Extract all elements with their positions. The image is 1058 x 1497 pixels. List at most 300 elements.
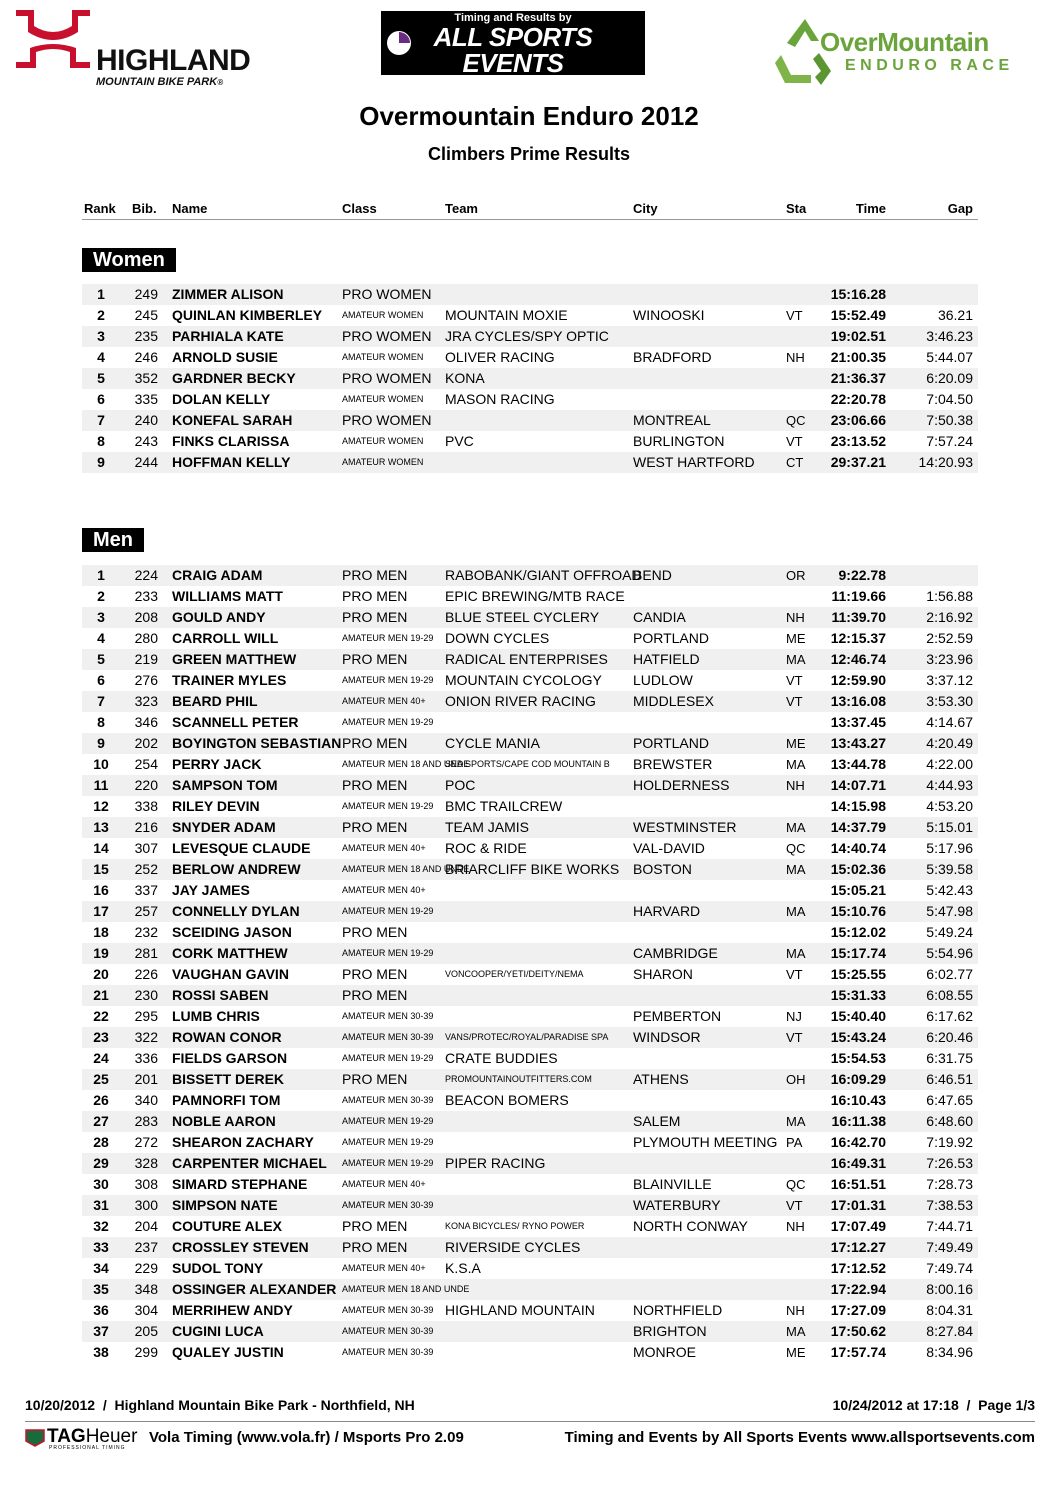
table-row xyxy=(82,880,978,901)
table-row xyxy=(82,1195,978,1216)
cell-rank: 12 xyxy=(93,798,109,814)
cell-gap: 5:39.58 xyxy=(926,861,973,877)
page-title: Overmountain Enduro 2012 xyxy=(359,101,699,131)
cell-state: NH xyxy=(786,1219,805,1234)
cell-state: CT xyxy=(786,455,804,470)
cell-bib: 246 xyxy=(134,349,158,365)
cell-name: JAY JAMES xyxy=(172,882,250,898)
mid-logo-line4: www.allsportsevents.com xyxy=(445,87,581,99)
col-city: City xyxy=(633,201,658,216)
cell-city: PORTLAND xyxy=(633,630,709,646)
table-row xyxy=(82,901,978,922)
cell-gap: 36.21 xyxy=(937,307,973,323)
table-row xyxy=(82,1111,978,1132)
table-row xyxy=(82,452,978,473)
cell-gap: 7:04.50 xyxy=(926,391,973,407)
cell-team: BMC TRAILCREW xyxy=(445,798,563,814)
table-row xyxy=(82,586,978,607)
cell-class: AMATEUR WOMEN xyxy=(342,310,424,320)
cell-class: AMATEUR WOMEN xyxy=(342,352,424,362)
table-row xyxy=(82,1216,978,1237)
cell-city: BLAINVILLE xyxy=(633,1176,712,1192)
cell-time: 22:20.78 xyxy=(830,391,886,407)
cell-city: SHARON xyxy=(633,966,693,982)
cell-name: SCANNELL PETER xyxy=(172,714,299,730)
cell-name: CUGINI LUCA xyxy=(172,1323,264,1339)
cell-city: NORTH CONWAY xyxy=(633,1218,748,1234)
men-section-label: Men xyxy=(82,528,144,552)
cell-gap: 5:49.24 xyxy=(926,924,973,940)
cell-rank: 29 xyxy=(93,1155,109,1171)
cell-class: AMATEUR WOMEN xyxy=(342,394,424,404)
cell-name: MERRIHEW ANDY xyxy=(172,1302,293,1318)
cell-name: WILLIAMS MATT xyxy=(172,588,283,604)
cell-gap: 6:17.62 xyxy=(926,1008,973,1024)
cell-bib: 335 xyxy=(134,391,158,407)
tagheuer-shield-icon xyxy=(25,1429,45,1447)
cell-team: KONA BICYCLES/ RYNO POWER xyxy=(445,1221,585,1231)
cell-state: VT xyxy=(786,1198,803,1213)
cell-time: 13:37.45 xyxy=(830,714,886,730)
cell-rank: 8 xyxy=(97,714,105,730)
cell-bib: 244 xyxy=(134,454,158,470)
cell-name: OSSINGER ALEXANDER xyxy=(172,1281,337,1297)
cell-state: VT xyxy=(786,967,803,982)
cell-class: AMATEUR MEN 18 AND UNDE xyxy=(342,759,470,769)
cell-team: CYCLE MANIA xyxy=(445,735,540,751)
cell-gap: 5:54.96 xyxy=(926,945,973,961)
cell-class: AMATEUR MEN 18 AND UNDE xyxy=(342,1284,470,1294)
cell-time: 15:16.28 xyxy=(830,286,886,302)
footer-info xyxy=(25,1397,1035,1422)
cell-city: BRADFORD xyxy=(633,349,712,365)
cell-name: BERLOW ANDREW xyxy=(172,861,301,877)
cell-time: 17:12.52 xyxy=(830,1260,886,1276)
cell-gap: 3:23.96 xyxy=(926,651,973,667)
cell-rank: 27 xyxy=(93,1113,109,1129)
col-class: Class xyxy=(342,201,377,216)
table-row xyxy=(82,943,978,964)
cell-time: 21:36.37 xyxy=(830,370,886,386)
cell-time: 23:13.52 xyxy=(830,433,886,449)
cell-state: MA xyxy=(786,946,806,961)
table-row xyxy=(82,838,978,859)
cell-bib: 283 xyxy=(134,1113,158,1129)
highland-logo xyxy=(14,4,254,90)
cell-city: MIDDLESEX xyxy=(633,693,714,709)
cell-gap: 3:37.12 xyxy=(926,672,973,688)
cell-time: 23:06.66 xyxy=(830,412,886,428)
cell-time: 17:12.27 xyxy=(830,1239,886,1255)
cell-team: CRATE BUDDIES xyxy=(445,1050,558,1066)
cell-rank: 4 xyxy=(97,630,105,646)
cell-name: SIMARD STEPHANE xyxy=(172,1176,308,1192)
cell-time: 21:00.35 xyxy=(830,349,886,365)
cell-class: PRO MEN xyxy=(342,588,408,604)
cell-gap: 6:08.55 xyxy=(926,987,973,1003)
footer-credits xyxy=(25,1428,1035,1452)
cell-city: WINDSOR xyxy=(633,1029,701,1045)
table-row xyxy=(82,985,978,1006)
cell-time: 16:10.43 xyxy=(830,1092,886,1108)
cell-class: PRO MEN xyxy=(342,777,408,793)
highland-sub: MOUNTAIN BIKE PARK® xyxy=(96,76,224,88)
highland-mark-icon xyxy=(14,4,92,74)
cell-class: PRO MEN xyxy=(342,966,408,982)
cell-gap: 6:20.46 xyxy=(926,1029,973,1045)
cell-name: BISSETT DEREK xyxy=(172,1071,285,1087)
cell-time: 14:37.79 xyxy=(830,819,886,835)
table-row xyxy=(82,922,978,943)
cell-rank: 9 xyxy=(97,454,105,470)
cell-time: 12:46.74 xyxy=(830,651,886,667)
cell-name: FINKS CLARISSA xyxy=(172,433,290,449)
table-row xyxy=(82,817,978,838)
table-row xyxy=(82,565,978,586)
cell-bib: 224 xyxy=(134,567,158,583)
cell-name: SNYDER ADAM xyxy=(172,819,276,835)
table-row xyxy=(82,1237,978,1258)
table-row xyxy=(82,347,978,368)
cell-bib: 340 xyxy=(134,1092,158,1108)
cell-bib: 307 xyxy=(134,840,158,856)
footer-ase: Timing and Events by All Sports Events www.allsportsevents.com xyxy=(564,1429,1035,1446)
cell-name: COUTURE ALEX xyxy=(172,1218,282,1234)
cell-rank: 8 xyxy=(97,433,105,449)
cell-gap: 6:48.60 xyxy=(926,1113,973,1129)
cell-name: PARHIALA KATE xyxy=(172,328,284,344)
cell-city: WINOOSKI xyxy=(633,307,705,323)
cell-name: ROSSI SABEN xyxy=(172,987,269,1003)
cell-rank: 18 xyxy=(93,924,109,940)
cell-time: 15:54.53 xyxy=(830,1050,886,1066)
table-row xyxy=(82,859,978,880)
cell-team: RIVERSIDE CYCLES xyxy=(445,1239,581,1255)
cell-bib: 295 xyxy=(134,1008,158,1024)
cell-gap: 6:20.09 xyxy=(926,370,973,386)
cell-city: BREWSTER xyxy=(633,756,713,772)
cell-bib: 323 xyxy=(134,693,158,709)
cell-bib: 252 xyxy=(134,861,158,877)
cell-name: CORK MATTHEW xyxy=(172,945,288,961)
cell-bib: 233 xyxy=(134,588,158,604)
cell-class: AMATEUR MEN 30-39 xyxy=(342,1326,434,1336)
cell-bib: 205 xyxy=(134,1323,158,1339)
cell-rank: 35 xyxy=(93,1281,109,1297)
cell-team: MOUNTAIN CYCOLOGY xyxy=(445,672,602,688)
cell-name: DOLAN KELLY xyxy=(172,391,271,407)
cell-gap: 7:49.74 xyxy=(926,1260,973,1276)
cell-class: AMATEUR MEN 19-29 xyxy=(342,1116,434,1126)
cell-rank: 26 xyxy=(93,1092,109,1108)
table-row xyxy=(82,1069,978,1090)
cell-gap: 2:16.92 xyxy=(926,609,973,625)
mid-logo-line3: TIMING AND EVENT SERVICES xyxy=(438,76,588,87)
cell-state: ME xyxy=(786,1345,806,1360)
cell-time: 17:27.09 xyxy=(830,1302,886,1318)
cell-class: PRO WOMEN xyxy=(342,412,432,428)
cell-name: VAUGHAN GAVIN xyxy=(172,966,289,982)
tagheuer-logo xyxy=(25,1428,143,1452)
cell-bib: 232 xyxy=(134,924,158,940)
cell-bib: 337 xyxy=(134,882,158,898)
cell-name: HOFFMAN KELLY xyxy=(172,454,291,470)
cell-name: SHEARON ZACHARY xyxy=(172,1134,314,1150)
table-row xyxy=(82,1174,978,1195)
cell-city: BRIGHTON xyxy=(633,1323,707,1339)
cell-name: BOYINGTON SEBASTIAN xyxy=(172,735,342,751)
cell-gap: 7:57.24 xyxy=(926,433,973,449)
cell-city: ATHENS xyxy=(633,1071,689,1087)
cell-name: SAMPSON TOM xyxy=(172,777,278,793)
cell-time: 13:44.78 xyxy=(830,756,886,772)
cell-class: AMATEUR MEN 40+ xyxy=(342,1263,426,1273)
cell-class: AMATEUR MEN 40+ xyxy=(342,885,426,895)
cell-city: PORTLAND xyxy=(633,735,709,751)
cell-time: 15:25.55 xyxy=(830,966,886,982)
cell-rank: 17 xyxy=(93,903,109,919)
cell-city: BOSTON xyxy=(633,861,692,877)
cell-bib: 240 xyxy=(134,412,158,428)
cell-gap: 6:02.77 xyxy=(926,966,973,982)
cell-rank: 5 xyxy=(97,370,105,386)
cell-rank: 20 xyxy=(93,966,109,982)
cell-rank: 25 xyxy=(93,1071,109,1087)
cell-class: AMATEUR MEN 19-29 xyxy=(342,1053,434,1063)
cell-team: VANS/PROTEC/ROYAL/PARADISE SPA xyxy=(445,1032,609,1042)
cell-rank: 24 xyxy=(93,1050,109,1066)
cell-bib: 300 xyxy=(134,1197,158,1213)
cell-time: 16:11.38 xyxy=(831,1113,886,1129)
cell-state: NH xyxy=(786,1303,805,1318)
cell-class: AMATEUR WOMEN xyxy=(342,457,424,467)
cell-class: PRO WOMEN xyxy=(342,370,432,386)
cell-gap: 7:26.53 xyxy=(926,1155,973,1171)
cell-state: MA xyxy=(786,820,806,835)
table-row xyxy=(82,1027,978,1048)
overmountain-title: OverMountain xyxy=(820,27,989,57)
cell-gap: 4:44.93 xyxy=(926,777,973,793)
cell-gap: 4:14.67 xyxy=(926,714,973,730)
cell-rank: 3 xyxy=(97,609,105,625)
cell-name: SIMPSON NATE xyxy=(172,1197,278,1213)
cell-time: 15:17.74 xyxy=(830,945,886,961)
cell-rank: 11 xyxy=(93,777,109,793)
cell-time: 15:40.40 xyxy=(830,1008,886,1024)
cell-time: 19:02.51 xyxy=(830,328,886,344)
table-row xyxy=(82,1132,978,1153)
cell-time: 13:43.27 xyxy=(830,735,886,751)
cell-team: K.S.A xyxy=(445,1260,481,1276)
cell-state: MA xyxy=(786,757,806,772)
cell-time: 14:07.71 xyxy=(830,777,886,793)
table-row xyxy=(82,1300,978,1321)
table-row xyxy=(82,284,978,305)
cell-state: ME xyxy=(786,736,806,751)
cell-time: 29:37.21 xyxy=(830,454,886,470)
cell-state: VT xyxy=(786,434,803,449)
cell-team: BEACON BOMERS xyxy=(445,1092,569,1108)
table-row xyxy=(82,754,978,775)
cell-rank: 28 xyxy=(93,1134,109,1150)
cell-name: CONNELLY DYLAN xyxy=(172,903,300,919)
cell-rank: 1 xyxy=(97,567,105,583)
cell-rank: 7 xyxy=(97,412,105,428)
cell-rank: 36 xyxy=(93,1302,109,1318)
cell-rank: 31 xyxy=(93,1197,109,1213)
cell-name: GOULD ANDY xyxy=(172,609,266,625)
cell-class: PRO MEN xyxy=(342,819,408,835)
cell-state: NH xyxy=(786,778,805,793)
cell-class: PRO MEN xyxy=(342,1218,408,1234)
cell-gap: 5:47.98 xyxy=(926,903,973,919)
table-row xyxy=(82,796,978,817)
cell-state: MA xyxy=(786,652,806,667)
cell-bib: 328 xyxy=(134,1155,158,1171)
cell-team: BRIARCLIFF BIKE WORKS xyxy=(445,861,620,877)
cell-city: MONTREAL xyxy=(633,412,711,428)
cell-class: AMATEUR MEN 30-39 xyxy=(342,1200,434,1210)
all-sports-events-logo xyxy=(381,11,645,99)
cell-class: PRO MEN xyxy=(342,609,408,625)
cell-class: AMATEUR MEN 19-29 xyxy=(342,1137,434,1147)
cell-city: CANDIA xyxy=(633,609,686,625)
cell-rank: 38 xyxy=(93,1344,109,1360)
cell-bib: 202 xyxy=(134,735,158,751)
cell-name: NOBLE AARON xyxy=(172,1113,276,1129)
cell-rank: 10 xyxy=(93,756,109,772)
cell-team: PROMOUNTAINOUTFITTERS.COM xyxy=(445,1074,592,1084)
cell-time: 16:49.31 xyxy=(830,1155,886,1171)
table-row xyxy=(82,775,978,796)
cell-bib: 338 xyxy=(134,798,158,814)
cell-name: SCEIDING JASON xyxy=(172,924,292,940)
cell-state: MA xyxy=(786,862,806,877)
cell-name: KONEFAL SARAH xyxy=(172,412,293,428)
cell-city: BURLINGTON xyxy=(633,433,725,449)
cell-rank: 9 xyxy=(97,735,105,751)
cell-team: PIPER RACING xyxy=(445,1155,546,1171)
cell-class: AMATEUR MEN 19-29 xyxy=(342,717,434,727)
cell-team: PVC xyxy=(445,433,474,449)
cell-gap: 7:19.92 xyxy=(926,1134,973,1150)
cell-team: DOWN CYCLES xyxy=(445,630,550,646)
cell-team: ROC & RIDE xyxy=(445,840,527,856)
cell-bib: 352 xyxy=(134,370,158,386)
cell-gap: 7:38.53 xyxy=(926,1197,973,1213)
page-subtitle: Climbers Prime Results xyxy=(427,144,631,164)
cell-gap: 2:52.59 xyxy=(926,630,973,646)
cell-rank: 37 xyxy=(93,1323,109,1339)
cell-bib: 336 xyxy=(134,1050,158,1066)
cell-team: MOUNTAIN MOXIE xyxy=(445,307,568,323)
cell-name: QUINLAN KIMBERLEY xyxy=(172,307,323,323)
table-row xyxy=(82,305,978,326)
cell-gap: 5:44.07 xyxy=(926,349,973,365)
cell-class: AMATEUR MEN 19-29 xyxy=(342,948,434,958)
cell-state: MA xyxy=(786,904,806,919)
cell-team: MASON RACING xyxy=(445,391,555,407)
cell-state: NH xyxy=(786,610,805,625)
tagheuer-wordmark: TAGHeuer xyxy=(47,1426,138,1447)
cell-team: ONION RIVER RACING xyxy=(445,693,596,709)
table-row xyxy=(82,733,978,754)
cell-gap: 4:22.00 xyxy=(926,756,973,772)
table-row xyxy=(82,1048,978,1069)
cell-class: AMATEUR MEN 30-39 xyxy=(342,1305,434,1315)
cell-rank: 6 xyxy=(97,391,105,407)
cell-bib: 272 xyxy=(134,1134,158,1150)
cell-time: 17:07.49 xyxy=(830,1218,886,1234)
cell-bib: 219 xyxy=(134,651,158,667)
cell-class: AMATEUR MEN 19-29 xyxy=(342,906,434,916)
cell-bib: 249 xyxy=(134,286,158,302)
cell-bib: 235 xyxy=(134,328,158,344)
table-row xyxy=(82,1006,978,1027)
table-row xyxy=(82,964,978,985)
col-bib: Bib. xyxy=(132,201,157,216)
table-row xyxy=(82,649,978,670)
cell-gap: 7:49.49 xyxy=(926,1239,973,1255)
cell-city: HOLDERNESS xyxy=(633,777,730,793)
cell-class: AMATEUR MEN 30-39 xyxy=(342,1095,434,1105)
cell-bib: 308 xyxy=(134,1176,158,1192)
cell-name: RILEY DEVIN xyxy=(172,798,260,814)
cell-rank: 30 xyxy=(93,1176,109,1192)
cell-bib: 299 xyxy=(134,1344,158,1360)
cell-state: MA xyxy=(786,1324,806,1339)
table-row xyxy=(82,1279,978,1300)
cell-time: 11:19.66 xyxy=(831,588,886,604)
cell-bib: 346 xyxy=(134,714,158,730)
cell-class: AMATEUR MEN 18 AND UNDE xyxy=(342,864,470,874)
cell-rank: 3 xyxy=(97,328,105,344)
table-row xyxy=(82,628,978,649)
cell-team: OLIVER RACING xyxy=(445,349,555,365)
table-row xyxy=(82,1342,978,1363)
cell-time: 17:50.62 xyxy=(830,1323,886,1339)
cell-state: OR xyxy=(786,568,806,583)
cell-bib: 216 xyxy=(134,819,158,835)
cell-bib: 322 xyxy=(134,1029,158,1045)
cell-name: ROWAN CONOR xyxy=(172,1029,282,1045)
cell-class: PRO MEN xyxy=(342,651,408,667)
cell-gap: 4:20.49 xyxy=(926,735,973,751)
cell-bib: 281 xyxy=(134,945,158,961)
cell-bib: 304 xyxy=(134,1302,158,1318)
table-row xyxy=(82,410,978,431)
cell-time: 15:43.24 xyxy=(830,1029,886,1045)
cell-class: PRO MEN xyxy=(342,924,408,940)
cell-gap: 3:46.23 xyxy=(926,328,973,344)
overmountain-logo xyxy=(775,13,1035,93)
cell-rank: 33 xyxy=(93,1239,109,1255)
cell-city: SALEM xyxy=(633,1113,681,1129)
cell-bib: 230 xyxy=(134,987,158,1003)
cell-time: 17:57.74 xyxy=(830,1344,886,1360)
cell-class: PRO MEN xyxy=(342,1071,408,1087)
cell-time: 15:31.33 xyxy=(830,987,886,1003)
cell-time: 16:09.29 xyxy=(830,1071,886,1087)
cell-city: MONROE xyxy=(633,1344,696,1360)
cell-time: 15:12.02 xyxy=(830,924,886,940)
column-header xyxy=(82,201,978,220)
cell-team: SEA SPORTS/CAPE COD MOUNTAIN B xyxy=(445,759,610,769)
cell-team: VONCOOPER/YETI/DEITY/NEMA xyxy=(445,969,584,979)
cell-rank: 16 xyxy=(93,882,109,898)
cell-gap: 5:42.43 xyxy=(926,882,973,898)
cell-name: LUMB CHRIS xyxy=(172,1008,260,1024)
